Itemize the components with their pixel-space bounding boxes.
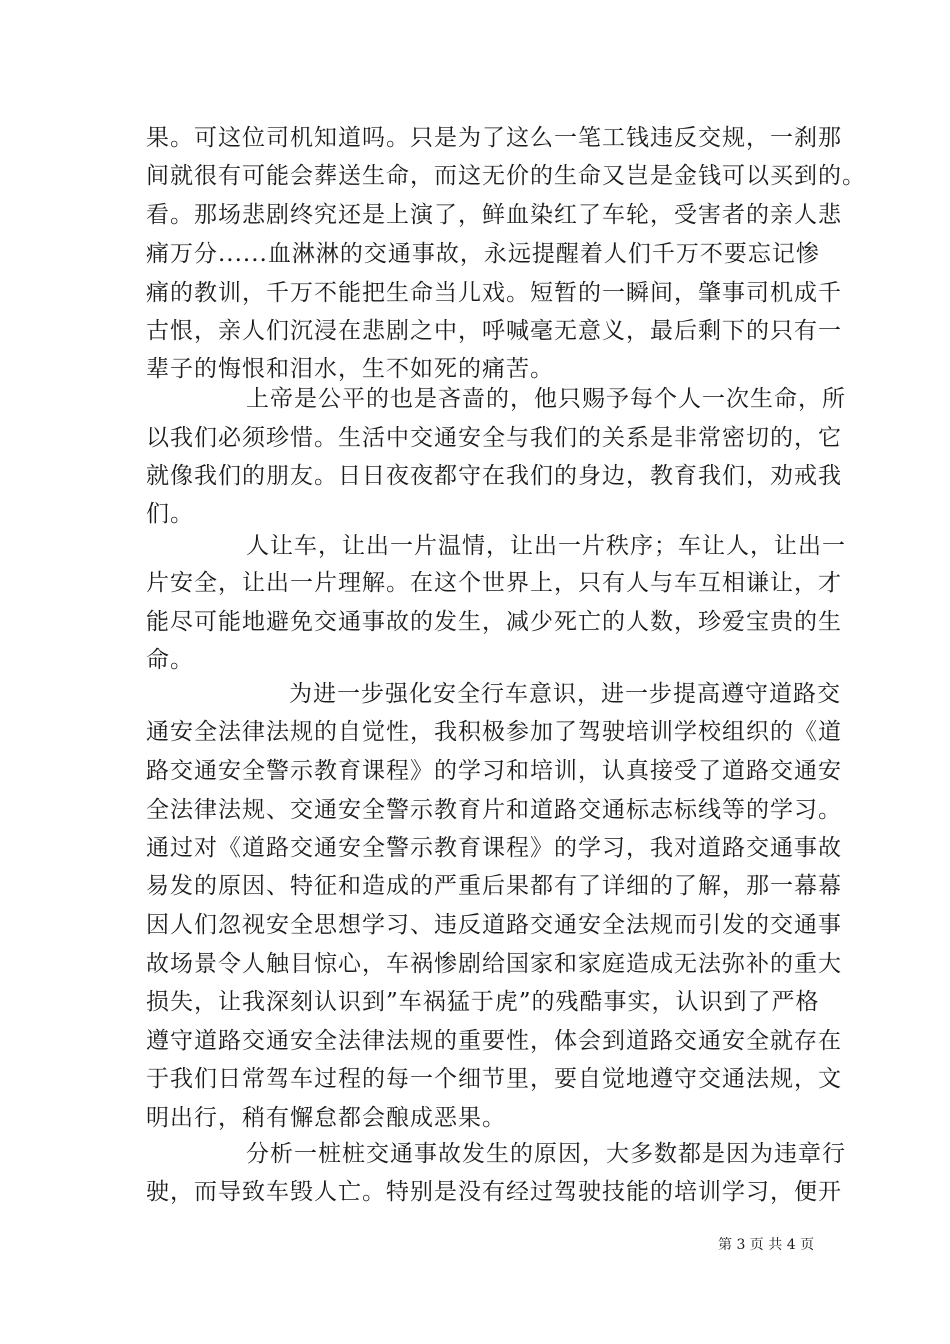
text-line: 于我们日常驾车过程的每一个细节里，要自觉地遵守交通法规，文	[146, 1066, 842, 1092]
text-line: 古恨，亲人们沉浸在悲剧之中，呼喊毫无意义，最后剩下的只有一	[146, 318, 842, 344]
text-line: 果。可这位司机知道吗。只是为了这么一笔工钱违反交规，一刹那	[146, 125, 842, 151]
text-line: 痛的教训，千万不能把生命当儿戏。短暂的一瞬间，肇事司机成千	[146, 280, 842, 306]
text-line: 片安全，让出一片理解。在这个世界上，只有人与车互相谦让，才	[146, 570, 842, 596]
text-line: 全法律法规、交通安全警示教育片和道路交通标志标线等的学习。	[146, 797, 842, 823]
text-line: 因人们忽视安全思想学习、违反道路交通安全法规而引发的交通事	[146, 912, 842, 938]
text-line: 间就很有可能会葬送生命，而这无价的生命又岂是金钱可以买到的。	[146, 163, 866, 189]
text-line-indented: 上帝是公平的也是吝啬的，他只赐予每个人一次生命，所	[246, 386, 846, 412]
text-line: 能尽可能地避免交通事故的发生，减少死亡的人数，珍爱宝贵的生	[146, 609, 842, 635]
text-line: 损失，让我深刻认识到”车祸猛于虎”的残酷事实，认识到了严格	[146, 989, 820, 1015]
text-line: 以我们必须珍惜。生活中交通安全与我们的关系是非常密切的，它	[146, 425, 842, 451]
text-line: 看。那场悲剧终究还是上演了，鲜血染红了车轮，受害者的亲人悲	[146, 202, 842, 228]
text-line-indented: 人让车，让出一片温情，让出一片秩序；车让人，让出一	[246, 533, 846, 559]
text-line: 遵守道路交通安全法律法规的重要性，体会到道路交通安全就存在	[146, 1028, 842, 1054]
text-line: 通过对《道路交通安全警示教育课程》的学习，我对道路交通事故	[146, 835, 842, 861]
text-line: 们。	[146, 501, 194, 527]
text-line: 驶，而导致车毁人亡。特别是没有经过驾驶技能的培训学习，便开	[146, 1179, 842, 1205]
text-line: 就像我们的朋友。日日夜夜都守在我们的身边，教育我们，劝戒我	[146, 463, 842, 489]
text-line: 通安全法律法规的自觉性，我积极参加了驾驶培训学校组织的《道	[146, 719, 842, 745]
text-line: 命。	[146, 647, 194, 673]
text-line: 路交通安全警示教育课程》的学习和培训，认真接受了道路交通安	[146, 758, 842, 784]
text-line-indented: 为进一步强化安全行车意识，进一步提高遵守道路交	[289, 681, 841, 707]
text-line: 易发的原因、特征和造成的严重后果都有了详细的了解，那一幕幕	[146, 873, 842, 899]
text-line: 明出行，稍有懈怠都会酿成恶果。	[146, 1105, 506, 1131]
text-line: 痛万分......血淋淋的交通事故，永远提醒着人们千万不要忘记惨	[146, 241, 820, 267]
page-number-footer: 第 3 页 共 4 页	[718, 1237, 815, 1253]
text-line-indented: 分析一桩桩交通事故发生的原因，大多数都是因为违章行	[246, 1141, 846, 1167]
text-line: 故场景令人触目惊心，车祸惨剧给国家和家庭造成无法弥补的重大	[146, 951, 842, 977]
text-line: 辈子的悔恨和泪水，生不如死的痛苦。	[146, 356, 554, 382]
